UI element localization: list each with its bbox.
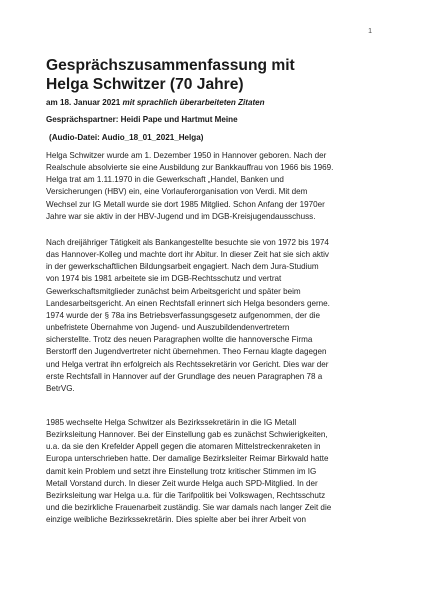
paragraph-line: Wechsel zur IG Metall wurde sie dort 1985 Mitglied. Schon Anfang der 1970er (46, 199, 325, 209)
paragraph-line: erste Rechtsfall in Hannover auf der Grundlage des neuen Paragraphen 78 a (46, 371, 323, 381)
paragraph-line: BetrVG. (46, 383, 75, 393)
paragraph-line: Europa unterschrieben hatte. Der damalige Bezirksleiter Reimar Birkwald hatte (46, 454, 329, 464)
paragraph-line: Jahre war sie aktiv in der HBV-Jugend und im DGB-Kreisjugendausschuss. (46, 211, 316, 221)
paragraph-line: und Helga vertrat ihn erfolgreich als Rechtssekretärin vor Gericht. Dies war der (46, 359, 329, 369)
paragraph-line: Gewerkschaftsmitglieder zunächst beim Arbeitsgericht und später beim (46, 286, 301, 296)
title-line-2: Helga Schwitzer (70 Jahre) (46, 76, 244, 93)
date-text: am 18. Januar 2021 (46, 98, 123, 107)
paragraph-line: damit kein Problem und setzt ihre Einstellung trotz kritischer Stimmen im IG (46, 466, 317, 476)
title-line-1: Gesprächszusammenfassung mit (46, 57, 295, 74)
paragraph-line: Versicherungen (HBV) ein, eine Vorlauferorganisation von Verdi. Mit dem (46, 187, 308, 197)
paragraph-line: von 1974 bis 1981 arbeitete sie im DGB-Rechtsschutz und vertrat (46, 274, 282, 284)
paragraph-1 (46, 150, 398, 223)
paragraph-line: Bezirksleitung Hannover. Bei der Einstellung gab es zunächst Schwierigkeiten, (46, 430, 328, 440)
paragraph-line: das Hannover-Kolleg und machte dort ihr Abitur. In dieser Zeit hat sie sich aktiv (46, 250, 329, 260)
paragraph-line: Berstorff den Jugendvertreter nicht übernehmen. Theo Fernau klagte dagegen (46, 347, 327, 357)
paragraph-2 (46, 237, 398, 395)
paragraph-line: Nach dreijähriger Tätigkeit als Bankangestellte besuchte sie von 1972 bis 1974 (46, 237, 329, 247)
paragraph-line: Landesarbeitsgericht. An einen Rechtsfall erinnert sich Helga besonders gerne. (46, 298, 330, 308)
paragraph-line: Helga Schwitzer wurde am 1. Dezember 1950 in Hannover geboren. Nach der (46, 151, 327, 160)
paragraph-line: Bezirksleitung war Helga u.a. für die Tarifpolitik bei Volkswagen, Rechtsschutz (46, 490, 326, 500)
date-line (46, 97, 398, 108)
interview-partners: Gesprächspartner: Heidi Pape und Hartmut Meine (46, 115, 238, 124)
paragraph-line: einzige weibliche Bezirkssekretärin. Dies spielte aber bei ihrer Arbeit von (46, 515, 307, 525)
paragraph-line: in der gewerkschaftlichen Bildungsarbeit engagiert. Nach dem Jura-Studium (46, 262, 319, 272)
paragraph-line: Helga trat am 1.11.1970 in die Gewerkschaft „Handel, Banken und (46, 175, 284, 185)
paragraph-line: Metall Vorstand durch. In dieser Zeit wurde Helga auch SPD-Mitglied. In der (46, 478, 318, 488)
paragraph-line: unbefristete Übernahme von Jugend- und Auszubildendenvertretern (46, 323, 290, 333)
paragraph-line: sicherstellte. Trotz des neuen Paragraphen wollte die hannoversche Firma (46, 335, 313, 345)
paragraph-line: 1974 wurde der § 78a ins Betriebsverfassungsgesetz aufgenommen, der die (46, 310, 321, 320)
paragraph-line: und die bezirkliche Frauenarbeit zuständig. Sie war damals nach langer Zeit die (46, 503, 332, 513)
paragraph-line: 1985 wechselte Helga Schwitzer als Bezirkssekretärin in die IG Metall (46, 417, 297, 427)
paragraph-line: u.a. da sie den Krefelder Appell gegen die atomaren Mittelstreckenraketen in (46, 442, 321, 452)
page-number: 1 (368, 28, 372, 35)
document-title (46, 56, 398, 94)
audio-file-reference: (Audio-Datei: Audio_18_01_2021_Helga) (49, 133, 204, 142)
paragraph-3 (46, 417, 398, 526)
paragraph-line: Realschule absolvierte sie eine Ausbildung zur Bankkauffrau von 1966 bis 1969. (46, 163, 334, 173)
date-note: mit sprachlich überarbeiteten Zitaten (122, 98, 265, 107)
